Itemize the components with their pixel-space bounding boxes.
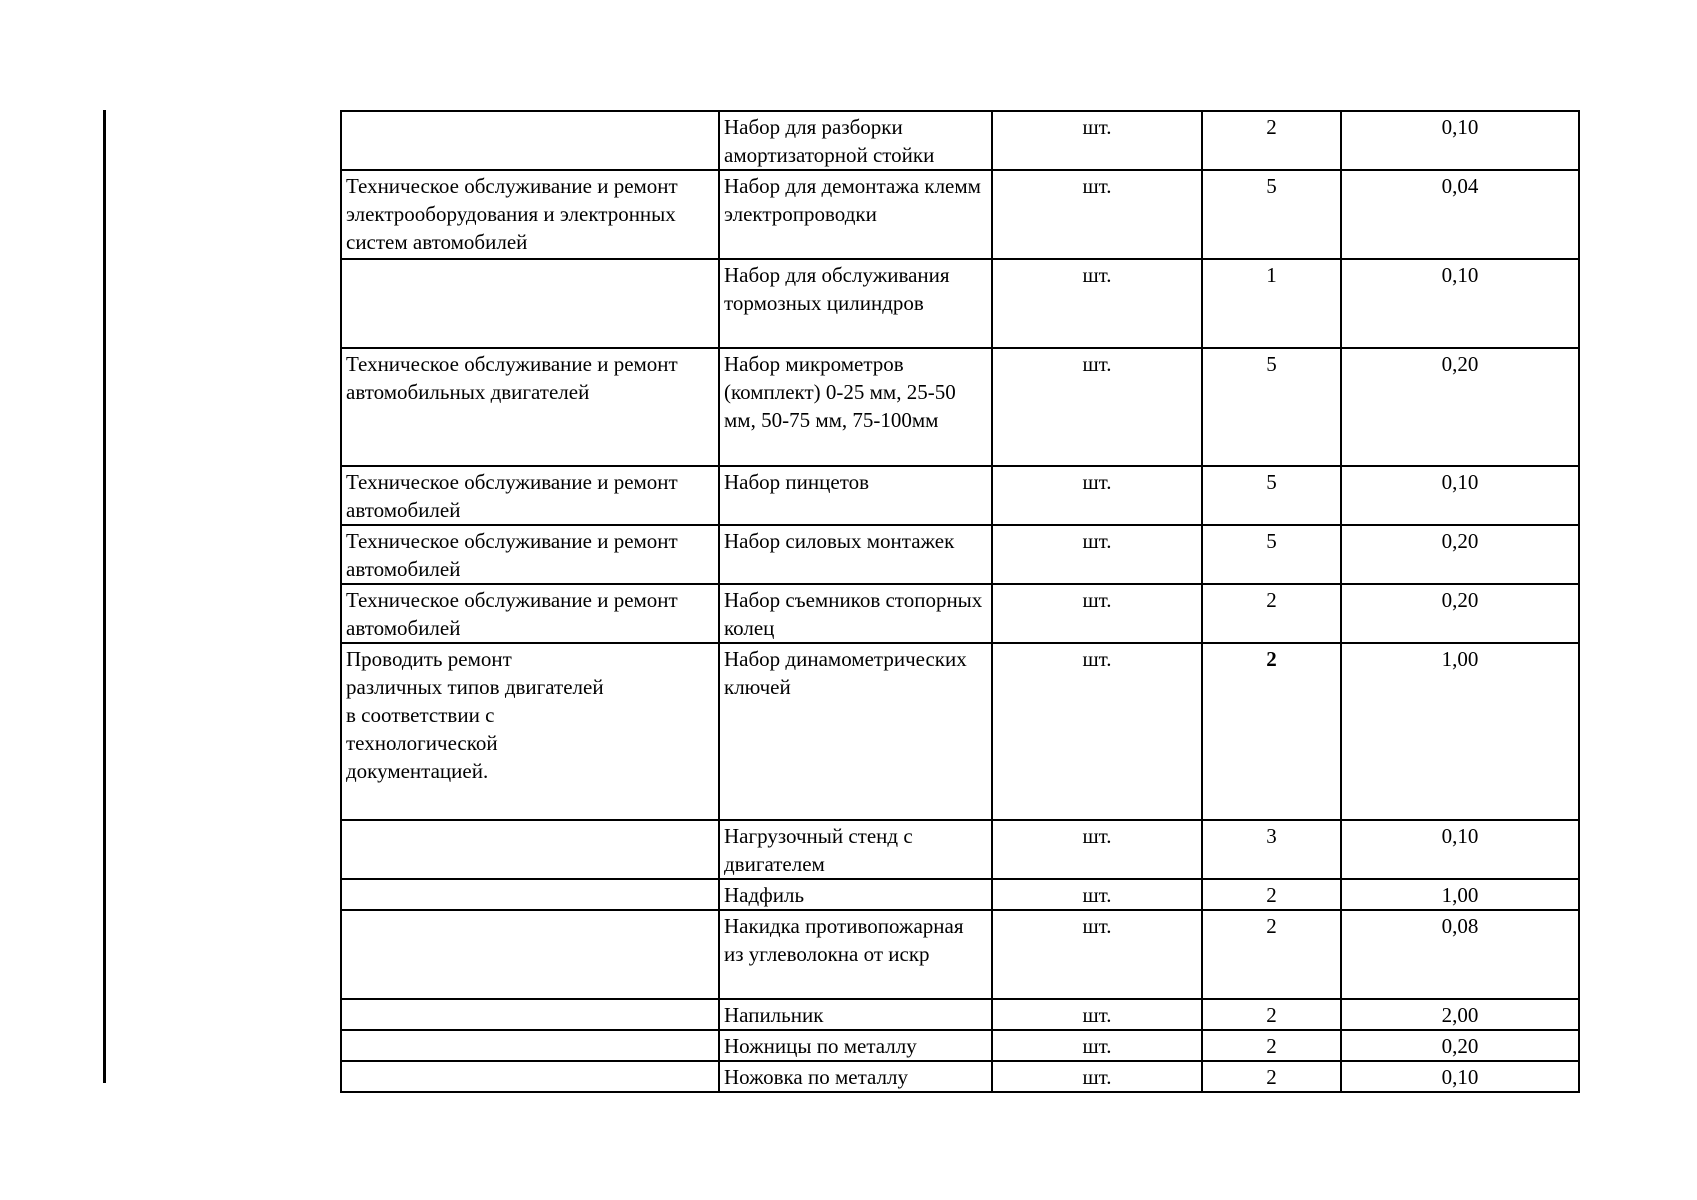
activity-cell <box>341 910 719 999</box>
activity-cell <box>341 879 719 910</box>
table-row <box>341 643 1579 820</box>
norm-cell: 0,10 <box>1341 466 1579 525</box>
unit-cell: шт. <box>992 910 1202 999</box>
item-name-cell: Набор силовых монтажек <box>719 525 992 584</box>
quantity-cell: 2 <box>1202 643 1341 820</box>
table-row <box>341 820 1579 879</box>
unit-cell: шт. <box>992 259 1202 348</box>
unit-cell: шт. <box>992 879 1202 910</box>
table-row <box>341 348 1579 466</box>
norm-cell: 0,20 <box>1341 525 1579 584</box>
activity-cell <box>341 259 719 348</box>
activity-cell <box>341 111 719 170</box>
norm-cell: 0,10 <box>1341 259 1579 348</box>
norm-cell: 0,04 <box>1341 170 1579 259</box>
activity-cell: Техническое обслуживание и ремонт автомобилей <box>341 525 719 584</box>
norm-cell: 0,20 <box>1341 348 1579 466</box>
table-row <box>341 910 1579 999</box>
item-name-cell: Набор пинцетов <box>719 466 992 525</box>
quantity-cell: 2 <box>1202 1061 1341 1092</box>
norm-cell: 0,08 <box>1341 910 1579 999</box>
activity-cell <box>341 1030 719 1061</box>
item-name-cell: Набор динамометрических ключей <box>719 643 992 820</box>
unit-cell: шт. <box>992 525 1202 584</box>
item-name-cell: Накидка противопожарная из углеволокна от искр <box>719 910 992 999</box>
norm-cell: 0,10 <box>1341 820 1579 879</box>
item-name-cell: Набор микрометров (комплект) 0-25 мм, 25-50 мм, 50-75 мм, 75-100мм <box>719 348 992 466</box>
norm-cell: 1,00 <box>1341 879 1579 910</box>
norm-cell: 0,20 <box>1341 584 1579 643</box>
norm-cell: 0,10 <box>1341 111 1579 170</box>
table-row <box>341 170 1579 259</box>
item-name-cell: Напильник <box>719 999 992 1030</box>
page-margin-line <box>103 110 106 1083</box>
unit-cell: шт. <box>992 643 1202 820</box>
norm-cell: 2,00 <box>1341 999 1579 1030</box>
unit-cell: шт. <box>992 111 1202 170</box>
table-row <box>341 259 1579 348</box>
table-row <box>341 466 1579 525</box>
unit-cell: шт. <box>992 348 1202 466</box>
table-row <box>341 1030 1579 1061</box>
quantity-cell: 5 <box>1202 170 1341 259</box>
quantity-cell: 2 <box>1202 111 1341 170</box>
activity-cell: Техническое обслуживание и ремонт электрооборудования и электронных систем автомобилей <box>341 170 719 259</box>
item-name-cell: Набор для обслуживания тормозных цилиндров <box>719 259 992 348</box>
norm-cell: 0,20 <box>1341 1030 1579 1061</box>
item-name-cell: Набор съемников стопорных колец <box>719 584 992 643</box>
quantity-cell: 5 <box>1202 525 1341 584</box>
quantity-cell: 2 <box>1202 879 1341 910</box>
table-row <box>341 999 1579 1030</box>
quantity-cell: 5 <box>1202 348 1341 466</box>
item-name-cell: Набор для разборки амортизаторной стойки <box>719 111 992 170</box>
unit-cell: шт. <box>992 999 1202 1030</box>
table-row <box>341 525 1579 584</box>
quantity-cell: 5 <box>1202 466 1341 525</box>
activity-cell <box>341 820 719 879</box>
norm-cell: 1,00 <box>1341 643 1579 820</box>
item-name-cell: Надфиль <box>719 879 992 910</box>
unit-cell: шт. <box>992 466 1202 525</box>
activity-cell: Проводить ремонт различных типов двигателей в соответствии с технологической документацией. <box>341 643 719 820</box>
table-row <box>341 111 1579 170</box>
activity-cell: Техническое обслуживание и ремонт автомобилей <box>341 466 719 525</box>
unit-cell: шт. <box>992 1061 1202 1092</box>
table-row <box>341 879 1579 910</box>
unit-cell: шт. <box>992 584 1202 643</box>
unit-cell: шт. <box>992 170 1202 259</box>
item-name-cell: Нагрузочный стенд с двигателем <box>719 820 992 879</box>
norm-cell: 0,10 <box>1341 1061 1579 1092</box>
quantity-cell: 2 <box>1202 1030 1341 1061</box>
table-row <box>341 1061 1579 1092</box>
table-row <box>341 584 1579 643</box>
quantity-cell: 2 <box>1202 910 1341 999</box>
activity-cell: Техническое обслуживание и ремонт автомобилей <box>341 584 719 643</box>
item-name-cell: Ножницы по металлу <box>719 1030 992 1061</box>
quantity-cell: 2 <box>1202 584 1341 643</box>
item-name-cell: Ножовка по металлу <box>719 1061 992 1092</box>
quantity-cell: 1 <box>1202 259 1341 348</box>
activity-cell <box>341 1061 719 1092</box>
equipment-table <box>340 110 1580 1093</box>
unit-cell: шт. <box>992 1030 1202 1061</box>
quantity-cell: 2 <box>1202 999 1341 1030</box>
activity-cell: Техническое обслуживание и ремонт автомобильных двигателей <box>341 348 719 466</box>
quantity-cell: 3 <box>1202 820 1341 879</box>
unit-cell: шт. <box>992 820 1202 879</box>
item-name-cell: Набор для демонтажа клемм электропроводки <box>719 170 992 259</box>
activity-cell <box>341 999 719 1030</box>
